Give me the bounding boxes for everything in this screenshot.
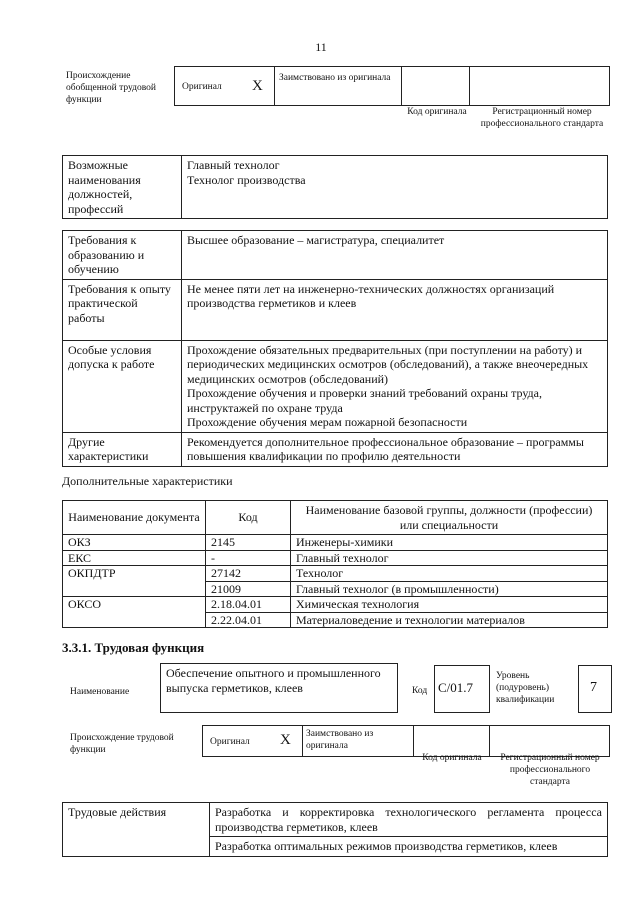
positions-label: Возможные наименования должностей, профессий: [63, 156, 182, 219]
actions-label: Трудовые действия: [63, 803, 210, 857]
table-row: ОКПДТР 27142 Технолог: [63, 566, 608, 582]
original-label: Оригинал: [182, 82, 222, 92]
section-heading: 3.3.1. Трудовая функция: [62, 640, 205, 655]
function-name-value: Обеспечение опытного и промышленного выпуска герметиков, клеев: [160, 663, 398, 713]
positions-table: [62, 155, 608, 219]
borrowed2-label: Заимствовано из оригинала: [306, 729, 374, 751]
requirement-value: Рекомендуется дополнительное профессиональное образование – программы повышения квалификации по профилю деятельности: [187, 434, 584, 463]
borrowed-label: Заимствовано из оригинала: [279, 73, 391, 83]
position-item: Технолог производства: [187, 172, 306, 187]
original2-code-caption: Код оригинала: [422, 753, 482, 763]
requirement-value: Прохождение обучения мерам пожарной безопасности: [187, 415, 468, 429]
qualification-level-label: Уровень (подуровень) квалификации: [496, 671, 555, 705]
additional-title: Дополнительные характеристики: [62, 474, 233, 488]
table-row: ОКСО 2.18.04.01 Химическая технология: [63, 597, 608, 613]
original2-label: Оригинал: [210, 737, 250, 747]
actions-table: [62, 802, 608, 857]
header-document: Наименование документа: [63, 501, 206, 535]
requirement-label: Требования к образованию и обучению: [63, 231, 182, 280]
function-code-label: Код: [412, 686, 428, 696]
requirement-value: Прохождение обязательных предварительных (при поступлении на работу) и периодических медицинских осмотров (обследований), а также внеочередных медицинских осмотров (обследований): [187, 342, 589, 386]
function-name-label: Наименование: [70, 687, 130, 697]
header-name: Наименование базовой группы, должности (профессии) или специальности: [291, 501, 608, 535]
origin-label: Происхождение обобщенной трудовой функции: [66, 71, 156, 105]
requirement-value: Не менее пяти лет на инженерно-технических должностях организаций производства герметиков и клеев: [187, 281, 555, 310]
additional-table: [62, 500, 608, 628]
reg-number2-caption: Регистрационный номер профессионального стандарта: [500, 753, 600, 787]
requirement-label: Другие характеристики: [63, 432, 182, 466]
position-item: Главный технолог: [187, 158, 280, 172]
page-number: 11: [315, 40, 327, 54]
qualification-level-value: 7: [590, 680, 597, 695]
requirement-value: Прохождение обучения и проверки знаний требований охраны труда, инструктажей по охране труда: [187, 386, 542, 415]
table-row: ОКЗ 2145 Инженеры-химики: [63, 535, 608, 551]
action-item: Разработка оптимальных режимов производства герметиков, клеев: [210, 837, 608, 857]
table-row: 21009 Главный технолог (в промышленности): [63, 581, 608, 597]
table-row: 2.22.04.01 Материаловедение и технологии материалов: [63, 612, 608, 628]
header-code: Код: [206, 501, 291, 535]
action-item: Разработка и корректировка технологического регламента процесса производства герметиков, клеев: [210, 803, 608, 837]
original-code-caption: Код оригинала: [407, 107, 467, 117]
reg-number-caption: Регистрационный номер профессионального стандарта: [480, 107, 604, 129]
original2-mark: X: [280, 732, 291, 748]
requirement-value: Высшее образование – магистратура, специалитет: [187, 233, 445, 247]
original-mark: X: [252, 78, 263, 94]
requirement-label: Особые условия допуска к работе: [63, 340, 182, 432]
table-row: ЕКС - Главный технолог: [63, 550, 608, 566]
origin2-label: Происхождение трудовой функции: [70, 733, 174, 755]
requirements-table: [62, 230, 608, 467]
requirement-label: Требования к опыту практической работы: [63, 279, 182, 340]
function-code-value: C/01.7: [438, 680, 474, 695]
